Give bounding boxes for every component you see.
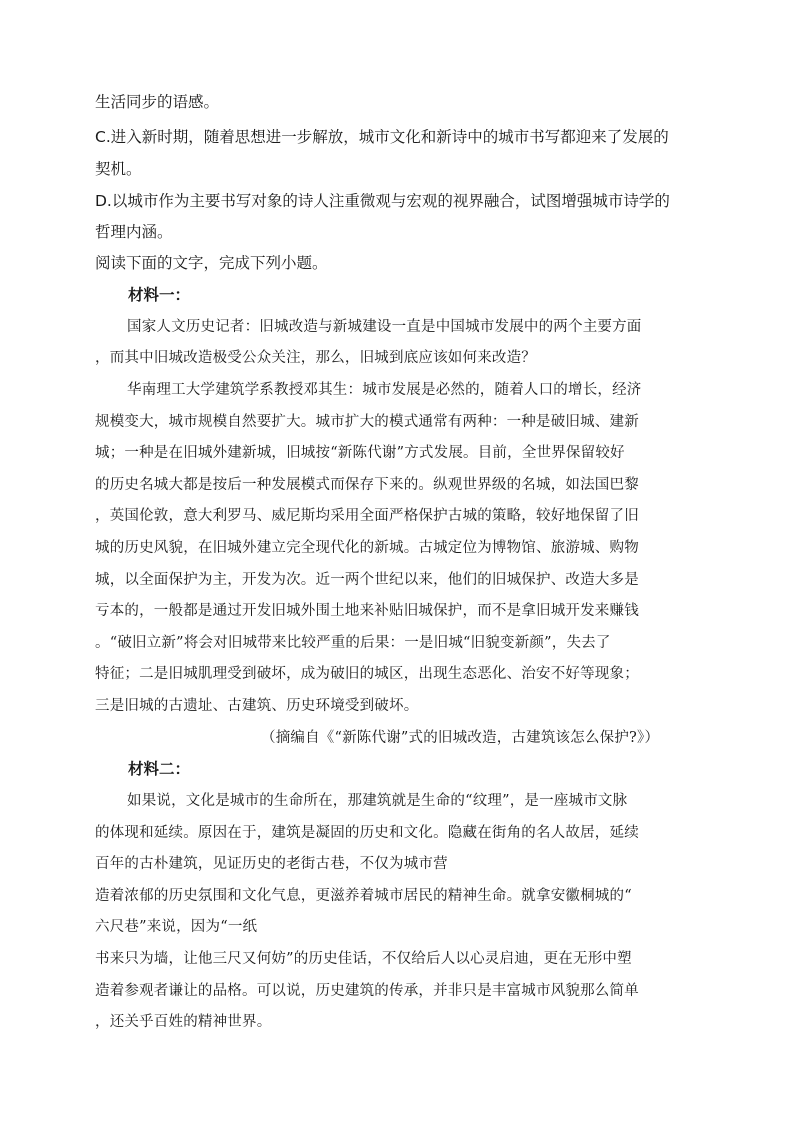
text-line: 书来只为墙，让他三尺又何妨”的历史佳话，不仅给后人以心灵启迪，更在无形中塑 <box>95 951 632 967</box>
text-line: 华南理工大学建筑学系教授邓其生：城市发展是必然的，随着人口的增长，经济 <box>127 382 642 398</box>
text-line: 六尺巷”来说，因为“一纸 <box>95 919 258 935</box>
text-line: 规模变大，城市规模自然要扩大。城市扩大的模式通常有两种：一种是破旧城、建新 <box>95 414 639 430</box>
material-two-heading: 材料二： <box>128 760 191 778</box>
material-one-heading: 材料一： <box>128 286 191 304</box>
text-line: 亏本的，一般都是通过开发旧城外围土地来补贴旧城保护，而不是拿旧城开发来赚钱 <box>95 603 639 619</box>
text-line: 三是旧城的古遗址、古建筑、历史环境受到破坏。 <box>95 698 419 714</box>
text-line: 特征；二是旧城肌理受到破坏，成为破旧的城区，出现生态恶化、治安不好等现象； <box>95 666 639 682</box>
text-line: 百年的古朴建筑，见证历史的老街古巷，不仅为城市营 <box>95 856 448 872</box>
text-line: 哲理内涵。 <box>95 223 173 241</box>
text-line: 生活同步的语感。 <box>95 93 220 111</box>
text-line: 城的历史风貌，在旧城外建立完全现代化的新城。古城定位为博物馆、旅游城、购物 <box>95 540 639 556</box>
text-line: 的体现和延续。原因在于，建筑是凝固的历史和文化。隐藏在街角的名人故居，延续 <box>95 825 639 841</box>
source-citation: （摘编自《“新陈代谢”式的旧城改造，古建筑该怎么保护?》） <box>261 730 660 746</box>
text-line: 造着参观者谦让的品格。可以说，历史建筑的传承，并非只是丰富城市风貌那么简单 <box>95 983 639 999</box>
text-line: 的历史名城大都是按后一种发展模式而保存下来的。纵观世界级的名城，如法国巴黎 <box>95 477 639 493</box>
text-line: 城；一种是在旧城外建新城，旧城按“新陈代谢”方式发展。目前，全世界保留较好 <box>95 445 625 461</box>
text-line: 如果说，文化是城市的生命所在，那建筑就是生命的“纹理”，是一座城市文脉 <box>127 793 628 809</box>
text-line: ，英国伦敦，意大利罗马、威尼斯均采用全面严格保护古城的策略，较好地保留了旧 <box>95 508 639 524</box>
text-line: ，而其中旧城改造极受公众关注，那么，旧城到底应该如何来改造？ <box>95 350 536 366</box>
text-line: 。“破旧立新”将会对旧城带来比较严重的后果：一是旧城“旧貌变新颜”，失去了 <box>95 635 611 651</box>
text-line: ，还关乎百姓的精神世界。 <box>95 1014 272 1030</box>
text-line: 国家人文历史记者：旧城改造与新城建设一直是中国城市发展中的两个主要方面 <box>127 319 642 335</box>
text-line: 造着浓郁的历史氛围和文化气息，更滋养着城市居民的精神生命。就拿安徽桐城的“ <box>95 888 632 904</box>
instruction-line: 阅读下面的文字，完成下列小题。 <box>95 254 328 272</box>
option-c-line: C.进入新时期，随着思想进一步解放，城市文化和新诗中的城市书写都迎来了发展的 <box>95 128 669 146</box>
option-d-line: D.以城市作为主要书写对象的诗人注重微观与宏观的视界融合，试图增强城市诗学的 <box>95 192 670 210</box>
text-line: 契机。 <box>95 160 142 178</box>
text-line: 城，以全面保护为主，开发为次。近一两个世纪以来，他们的旧城保护、改造大多是 <box>95 572 639 588</box>
